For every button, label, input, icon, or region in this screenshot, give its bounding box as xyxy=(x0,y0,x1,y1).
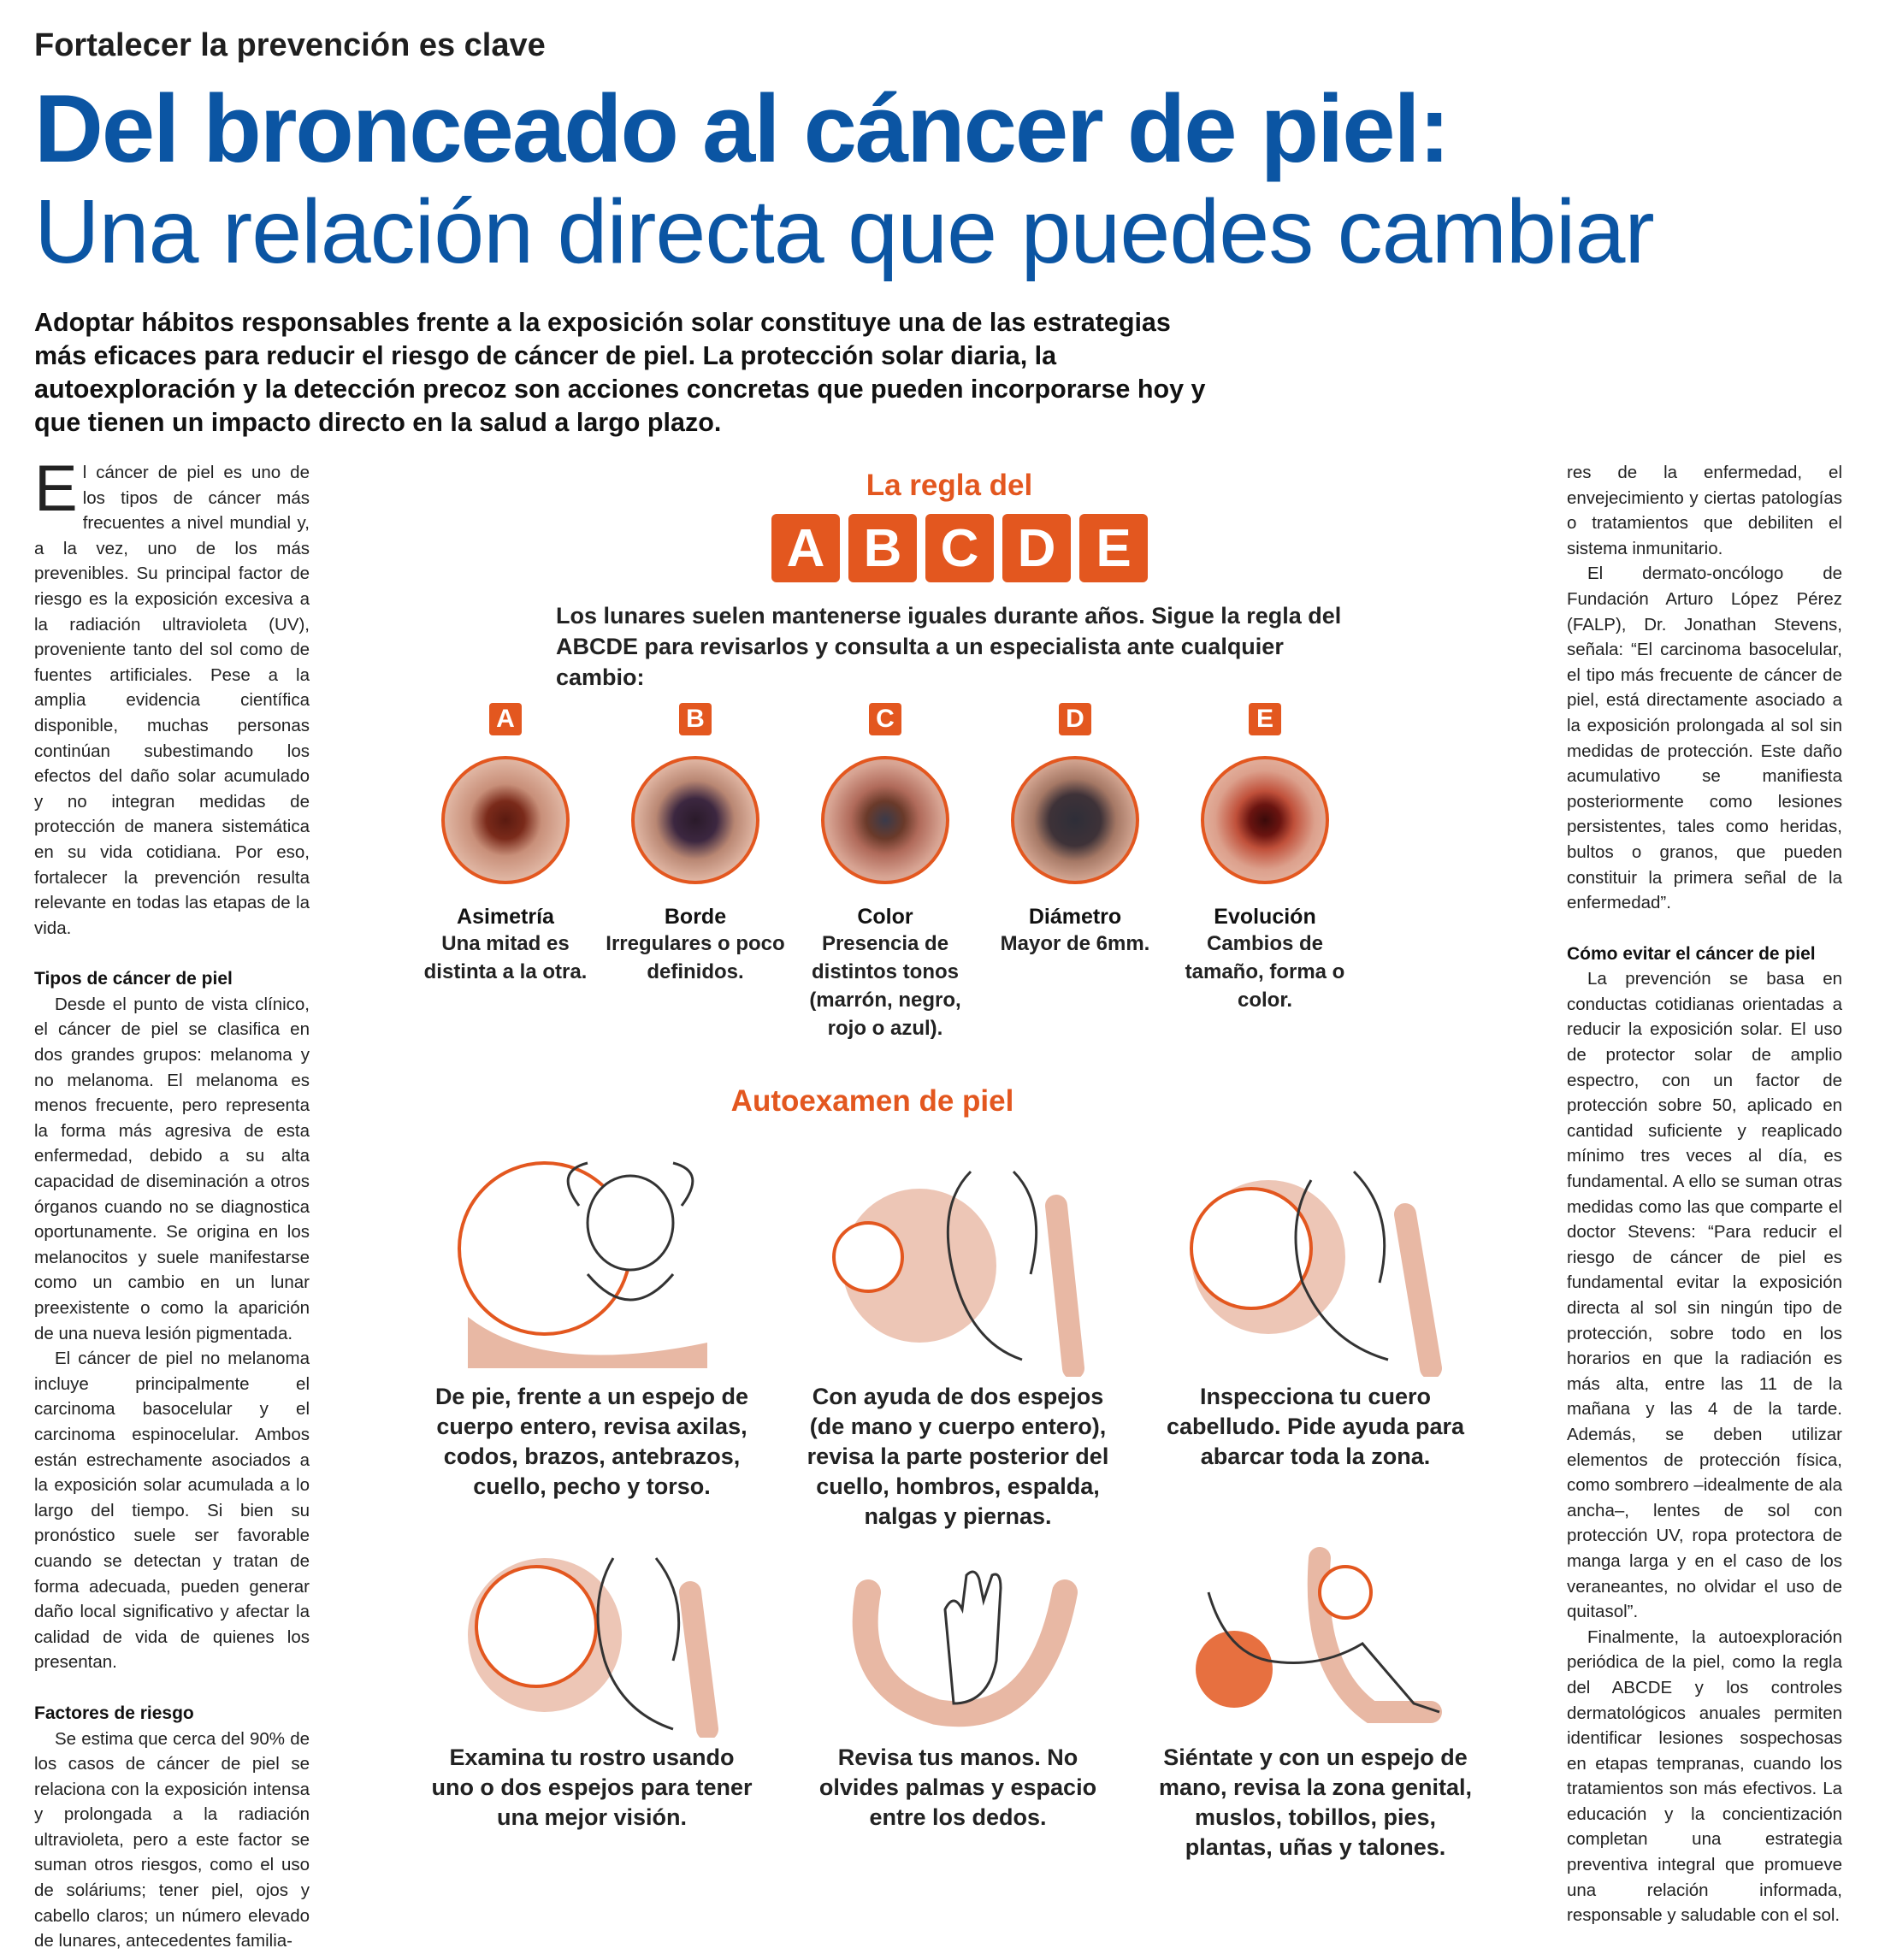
drop-cap: E xyxy=(34,452,78,525)
section-heading-evitar: Cómo evitar el cáncer de piel xyxy=(1567,943,1816,964)
mole-photo-asymmetric xyxy=(441,756,570,884)
step-caption: De pie, frente a un espejo de cuerpo entero, revisa axilas, codos, brazos, antebrazos, cuello, pecho y torso. xyxy=(434,1384,749,1499)
abcde-intro: Los lunares suelen mantenerse iguales durante años. Sigue la regla del ABCDE para revisarlos y consulta a un especialista ante cualquier cambio: xyxy=(556,603,1342,690)
autoexamen-title: Autoexamen de piel xyxy=(730,1084,1014,1118)
article-paragraph: Desde el punto de vista clínico, el cáncer de piel se clasifica en dos grandes grupos: melanoma y no melanoma. El melanoma es menos frecuente, pero representa la forma más agresiva de esta enfermedad, debido a su alta capacidad de diseminación a otros órganos cuando no se diagnostica oportunamente. Se origina en los melanocitos y suele manifestarse como un cambio en un lunar preexistente o como la aparición de una nueva lesión pigmentada. xyxy=(34,994,310,1343)
step-caption: Inspecciona tu cuero cabelludo. Pide ayuda para abarcar toda la zona. xyxy=(1166,1384,1465,1469)
mole-diametro xyxy=(980,703,1170,958)
subheadline: Una relación directa que puedes cambiar xyxy=(34,181,1654,282)
mole-title: Asimetría xyxy=(457,905,554,929)
letter-box-b: B xyxy=(848,514,917,582)
abcde-infographic xyxy=(411,462,1539,1916)
mole-color xyxy=(790,703,980,1042)
headline: Del bronceado al cáncer de piel: xyxy=(34,75,1449,182)
mole-photo-evolving xyxy=(1201,756,1329,884)
autoexamen-step-2 xyxy=(797,1154,1119,1532)
mole-title: Evolución xyxy=(1214,905,1316,929)
step-caption: Con ayuda de dos espejos (de mano y cuerpo entero), revisa la parte posterior del cuello, hombros, espalda, nalgas y piernas. xyxy=(807,1384,1109,1529)
abcde-title: La regla del xyxy=(866,469,1033,502)
mole-letter-tag: D xyxy=(1059,703,1091,735)
woman-seated-legs-icon xyxy=(1174,1541,1457,1738)
mole-asimetria xyxy=(411,703,600,986)
section-heading-tipos: Tipos de cáncer de piel xyxy=(34,969,233,989)
step-caption: Revisa tus manos. No olvides palmas y espacio entre los dedos. xyxy=(818,1745,1097,1830)
woman-face-mirror-icon xyxy=(451,1541,733,1738)
mole-borde xyxy=(600,703,790,986)
mole-title: Borde xyxy=(664,905,727,929)
mole-letter-tag: C xyxy=(869,703,901,735)
article-paragraph: El cáncer de piel es uno de los tipos de cáncer más frecuentes a nivel mundial y, a la vez, uno de los más prevenibles. Su principal factor de riesgo es la exposición excesiva a la radiación ultravioleta (UV), proveniente tanto del sol como de fuentes artificiales. Pese a la amplia evidencia científica disponible, muchas personas continúan subestimando los efectos del daño solar acumulado y no integran medidas de protección de manera sistemática en su vida cotidiana. Por eso, fortalecer la prevención resulta relevante en todas las etapas de la vida. xyxy=(34,452,310,938)
woman-scalp-check-icon xyxy=(1174,1154,1457,1377)
autoexamen-step-6 xyxy=(1155,1541,1476,1863)
mole-letter-tag: A xyxy=(489,703,522,735)
mole-photo-irregular-border xyxy=(631,756,759,884)
right-article-column xyxy=(1567,460,1842,1928)
letter-box-a: A xyxy=(771,514,840,582)
section-heading-factores: Factores de riesgo xyxy=(34,1703,194,1723)
article-paragraph: Se estima que cerca del 90% de los casos de cáncer de piel se relaciona con la exposición intensa y prolongada a la radiación ultravioleta, pero a este factor se suman otros riesgos, como el uso de soláriums; tener piel, ojos y cabello claros; un número elevado de lunares, antecedentes familia- xyxy=(34,1728,310,1951)
mole-title: Diámetro xyxy=(1028,905,1122,929)
article-paragraph: La prevención se basa en conductas cotidianas orientadas a reducir la exposición solar. El uso de protector solar de amplio espectro, con un factor de protección sobre 50, aplicado en cantidad suficiente y reaplicado mínimo tres veces al día, es fundamental. A ello se suman otras medidas como las que comparte el doctor Stevens: “Para reducir el riesgo de cáncer de piel es fundamental evitar la exposición directa al sol sin ningún tipo de protección, sobre todo en los horarios en que la radiación es más alta, entre las 11 de la mañana y las 4 de la tarde. Además, se deben utilizar elementos de protección física, como sombrero –idealmente de ala ancha–, lentes de sol con protección UV, ropa protectora de manga larga y en el caso de los veraneantes, no olvidar el uso de quitasol”. xyxy=(1567,969,1842,1622)
abcde-letter-row xyxy=(771,514,1148,582)
mole-letter-tag: E xyxy=(1249,703,1281,735)
letter-box-c: C xyxy=(925,514,994,582)
autoexamen-step-1 xyxy=(431,1154,753,1502)
autoexamen-step-4 xyxy=(431,1541,753,1833)
mole-photo-multicolor xyxy=(821,756,949,884)
mole-description: Cambios de tamaño, forma o color. xyxy=(1185,932,1345,1012)
step-caption: Siéntate y con un espejo de mano, revisa la zona genital, muslos, tobillos, pies, plantas, uñas y talones. xyxy=(1158,1745,1473,1860)
article-paragraph: El dermato-oncólogo de Fundación Arturo López Pérez (FALP), Dr. Jonathan Stevens, señala: “El carcinoma basocelular, el tipo más frecuente de cáncer de piel, está directamente asociado a la exposición prolongada al sol sin medidas de protección. Este daño acumulativo se manifiesta posteriormente como lesiones persistentes, tales como heridas, bultos o granos, que pueden constituir la primera señal de la enfermedad”. xyxy=(1567,564,1842,913)
mole-description: Una mitad es distinta a la otra. xyxy=(423,932,588,983)
mole-evolucion xyxy=(1170,703,1360,1014)
letter-box-d: D xyxy=(1002,514,1071,582)
article-paragraph: res de la enfermedad, el envejecimiento y ciertas patologías o tratamientos que debiliten el sistema inmunitario. xyxy=(1567,463,1842,558)
autoexamen-step-3 xyxy=(1155,1154,1476,1472)
autoexamen-step-5 xyxy=(797,1541,1119,1833)
mole-photo-large-diameter xyxy=(1011,756,1139,884)
mole-description: Presencia de distintos tonos (marrón, negro, rojo o azul). xyxy=(809,932,961,1040)
left-article-column xyxy=(34,452,310,1954)
article-paragraph: Finalmente, la autoexploración periódica de la piel, como la regla del ABCDE y los controles dermatológicos anuales permiten identificar lesiones sospechosas en etapas tempranas, cuando los tratamientos son más efectivos. La educación y la concientización completan una estrategia preventiva integral que promueve una relación informada, responsable y saludable con el sol. xyxy=(1567,1626,1842,1926)
mole-description: Mayor de 6mm. xyxy=(1000,932,1150,955)
step-caption: Examina tu rostro usando uno o dos espejos para tener una mejor visión. xyxy=(431,1745,753,1830)
mole-letter-tag: B xyxy=(679,703,712,735)
lede-paragraph: Adoptar hábitos responsables frente a la exposición solar constituye una de las estrategias más eficaces para reducir el riesgo de cáncer de piel. La protección solar diaria, la autoexploración y la detección precoz son acciones concretas que pueden incorporarse hoy y que tienen un impacto directo en la salud a largo plazo. xyxy=(34,308,1206,437)
letter-box-e: E xyxy=(1079,514,1148,582)
hands-check-icon xyxy=(817,1541,1099,1738)
woman-hand-mirror-back-icon xyxy=(817,1154,1099,1377)
kicker: Fortalecer la prevención es clave xyxy=(34,27,546,63)
article-paragraph: El cáncer de piel no melanoma incluye principalmente el carcinoma basocelular y el carcinoma espinocelular. Ambos están estrechamente asociados a la exposición solar acumulada a lo largo del tiempo. Si bien su pronóstico suele ser favorable cuando se detectan y tratan de forma adecuada, pueden generar daño local significativo y afectar la calidad de vida de quienes los presentan. xyxy=(34,1349,310,1673)
woman-mirror-arms-up-icon xyxy=(451,1154,733,1377)
mole-title: Color xyxy=(857,905,913,929)
mole-description: Irregulares o poco definidos. xyxy=(606,932,785,983)
